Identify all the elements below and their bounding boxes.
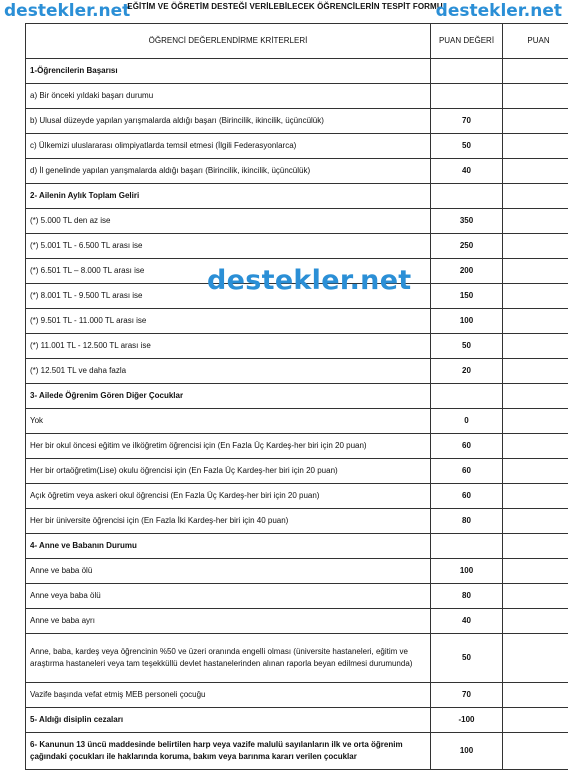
score-cell xyxy=(503,334,568,359)
table-row xyxy=(26,509,568,534)
score-cell xyxy=(503,184,568,209)
criteria-text: 5- Aldığı disiplin cezaları xyxy=(26,708,431,733)
score-cell xyxy=(503,584,568,609)
criteria-text: Anne ve baba ayrı xyxy=(26,609,431,634)
criteria-text: (*) 11.001 TL - 12.500 TL arası ise xyxy=(26,334,431,359)
point-value: 200 xyxy=(431,259,503,284)
header-point: PUAN xyxy=(503,24,568,59)
score-cell xyxy=(503,384,568,409)
score-cell xyxy=(503,708,568,733)
score-cell xyxy=(503,484,568,509)
point-value: 60 xyxy=(431,434,503,459)
table-header-row xyxy=(26,24,568,59)
section-row xyxy=(26,708,568,733)
table-row xyxy=(26,309,568,334)
score-cell xyxy=(503,634,568,683)
point-value: 50 xyxy=(431,634,503,683)
score-cell xyxy=(503,259,568,284)
point-value: 50 xyxy=(431,334,503,359)
score-cell xyxy=(503,459,568,484)
point-value: 350 xyxy=(431,209,503,234)
point-value: 150 xyxy=(431,284,503,309)
point-value: 100 xyxy=(431,309,503,334)
score-cell xyxy=(503,109,568,134)
score-cell xyxy=(503,559,568,584)
point-value: 40 xyxy=(431,159,503,184)
section-row xyxy=(26,184,568,209)
criteria-text: Her bir ortaöğretim(Lise) okulu öğrencisi için (En Fazla Üç Kardeş-her biri için 20 puan) xyxy=(26,459,431,484)
score-cell xyxy=(503,434,568,459)
section-row xyxy=(26,534,568,559)
point-value: 70 xyxy=(431,683,503,708)
score-cell xyxy=(503,134,568,159)
table-row xyxy=(26,559,568,584)
watermark-right: destekler.net xyxy=(436,1,562,21)
point-value: 0 xyxy=(431,409,503,434)
criteria-text: 4- Anne ve Babanın Durumu xyxy=(26,534,431,559)
point-value xyxy=(431,59,503,84)
score-cell xyxy=(503,534,568,559)
section-row xyxy=(26,384,568,409)
table-row xyxy=(26,234,568,259)
criteria-text: (*) 5.000 TL den az ise xyxy=(26,209,431,234)
criteria-text: 1-Öğrencilerin Başarısı xyxy=(26,59,431,84)
score-cell xyxy=(503,609,568,634)
table-row xyxy=(26,434,568,459)
header-criteria: ÖĞRENCİ DEĞERLENDİRME KRİTERLERİ xyxy=(26,24,431,59)
table-row xyxy=(26,209,568,234)
point-value xyxy=(431,384,503,409)
criteria-text: (*) 9.501 TL - 11.000 TL arası ise xyxy=(26,309,431,334)
score-cell xyxy=(503,509,568,534)
point-value: 60 xyxy=(431,459,503,484)
point-value: 70 xyxy=(431,109,503,134)
score-cell xyxy=(503,284,568,309)
criteria-text: (*) 8.001 TL - 9.500 TL arası ise xyxy=(26,284,431,309)
criteria-text: Vazife başında vefat etmiş MEB personeli çocuğu xyxy=(26,683,431,708)
watermark-left: destekler.net xyxy=(4,1,130,21)
point-value: 40 xyxy=(431,609,503,634)
score-cell xyxy=(503,159,568,184)
point-value: 80 xyxy=(431,509,503,534)
table-row xyxy=(26,134,568,159)
score-cell xyxy=(503,84,568,109)
criteria-text: Açık öğretim veya askeri okul öğrencisi (En Fazla Üç Kardeş-her biri için 20 puan) xyxy=(26,484,431,509)
point-value: 100 xyxy=(431,733,503,770)
table-row xyxy=(26,634,568,683)
table-row xyxy=(26,584,568,609)
criteria-text: 2- Ailenin Aylık Toplam Geliri xyxy=(26,184,431,209)
point-value: 100 xyxy=(431,559,503,584)
criteria-text: c) Ülkemizi uluslararası olimpiyatlarda temsil etmesi (İlgili Federasyonlarca) xyxy=(26,134,431,159)
table-row xyxy=(26,334,568,359)
criteria-text: Anne ve baba ölü xyxy=(26,559,431,584)
criteria-text: a) Bir önceki yıldaki başarı durumu xyxy=(26,84,431,109)
criteria-text: d) İl genelinde yapılan yarışmalarda aldığı başarı (Birincilik, ikincilik, üçüncülük) xyxy=(26,159,431,184)
table-row xyxy=(26,84,568,109)
score-cell xyxy=(503,59,568,84)
score-cell xyxy=(503,409,568,434)
criteria-text: Her bir üniversite öğrencisi için (En Fazla İki Kardeş-her biri için 40 puan) xyxy=(26,509,431,534)
form-title: EĞİTİM VE ÖĞRETİM DESTEĞİ VERİLEBİLECEK ÖĞRENCİLERİN TESPİT FORMU xyxy=(120,2,450,11)
point-value: 80 xyxy=(431,584,503,609)
score-cell xyxy=(503,733,568,770)
criteria-text: 3- Ailede Öğrenim Gören Diğer Çocuklar xyxy=(26,384,431,409)
table-row xyxy=(26,109,568,134)
criteria-text: Anne, baba, kardeş veya öğrencinin %50 ve üzeri oranında engelli olması (üniversite hastaneleri, eğitim ve araştırma hastaneleri veya tam teşekküllü devlet hastanelerinden alınan raporla beyan edilmesi durumunda) xyxy=(26,634,431,683)
score-cell xyxy=(503,683,568,708)
point-value xyxy=(431,534,503,559)
criteria-text: Yok xyxy=(26,409,431,434)
criteria-text: (*) 6.501 TL – 8.000 TL arası ise xyxy=(26,259,431,284)
section-row xyxy=(26,59,568,84)
point-value xyxy=(431,84,503,109)
criteria-table xyxy=(25,23,568,770)
criteria-text: Anne veya baba ölü xyxy=(26,584,431,609)
score-cell xyxy=(503,209,568,234)
point-value: 250 xyxy=(431,234,503,259)
score-cell xyxy=(503,234,568,259)
watermark-center: destekler.net xyxy=(207,265,412,296)
section-row xyxy=(26,733,568,770)
table-row xyxy=(26,683,568,708)
point-value: 20 xyxy=(431,359,503,384)
point-value xyxy=(431,184,503,209)
criteria-text: Her bir okul öncesi eğitim ve ilköğretim öğrencisi için (En Fazla Üç Kardeş-her biri için 20 puan) xyxy=(26,434,431,459)
score-cell xyxy=(503,309,568,334)
point-value: 60 xyxy=(431,484,503,509)
criteria-text: (*) 5.001 TL - 6.500 TL arası ise xyxy=(26,234,431,259)
point-value: -100 xyxy=(431,708,503,733)
header-point-value: PUAN DEĞERİ xyxy=(431,24,503,59)
score-cell xyxy=(503,359,568,384)
criteria-text: 6- Kanunun 13 üncü maddesinde belirtilen harp veya vazife malulü sayılanların ilk ve orta öğrenim çağındaki çocukları ile haklarında koruma, bakım veya barınma kararı verilen çocuklar xyxy=(26,733,431,770)
table-row xyxy=(26,359,568,384)
criteria-text: b) Ulusal düzeyde yapılan yarışmalarda aldığı başarı (Birincilik, ikincilik, üçüncülük) xyxy=(26,109,431,134)
table-row xyxy=(26,409,568,434)
table-row xyxy=(26,484,568,509)
table-row xyxy=(26,459,568,484)
table-row xyxy=(26,609,568,634)
table-row xyxy=(26,159,568,184)
point-value: 50 xyxy=(431,134,503,159)
criteria-text: (*) 12.501 TL ve daha fazla xyxy=(26,359,431,384)
